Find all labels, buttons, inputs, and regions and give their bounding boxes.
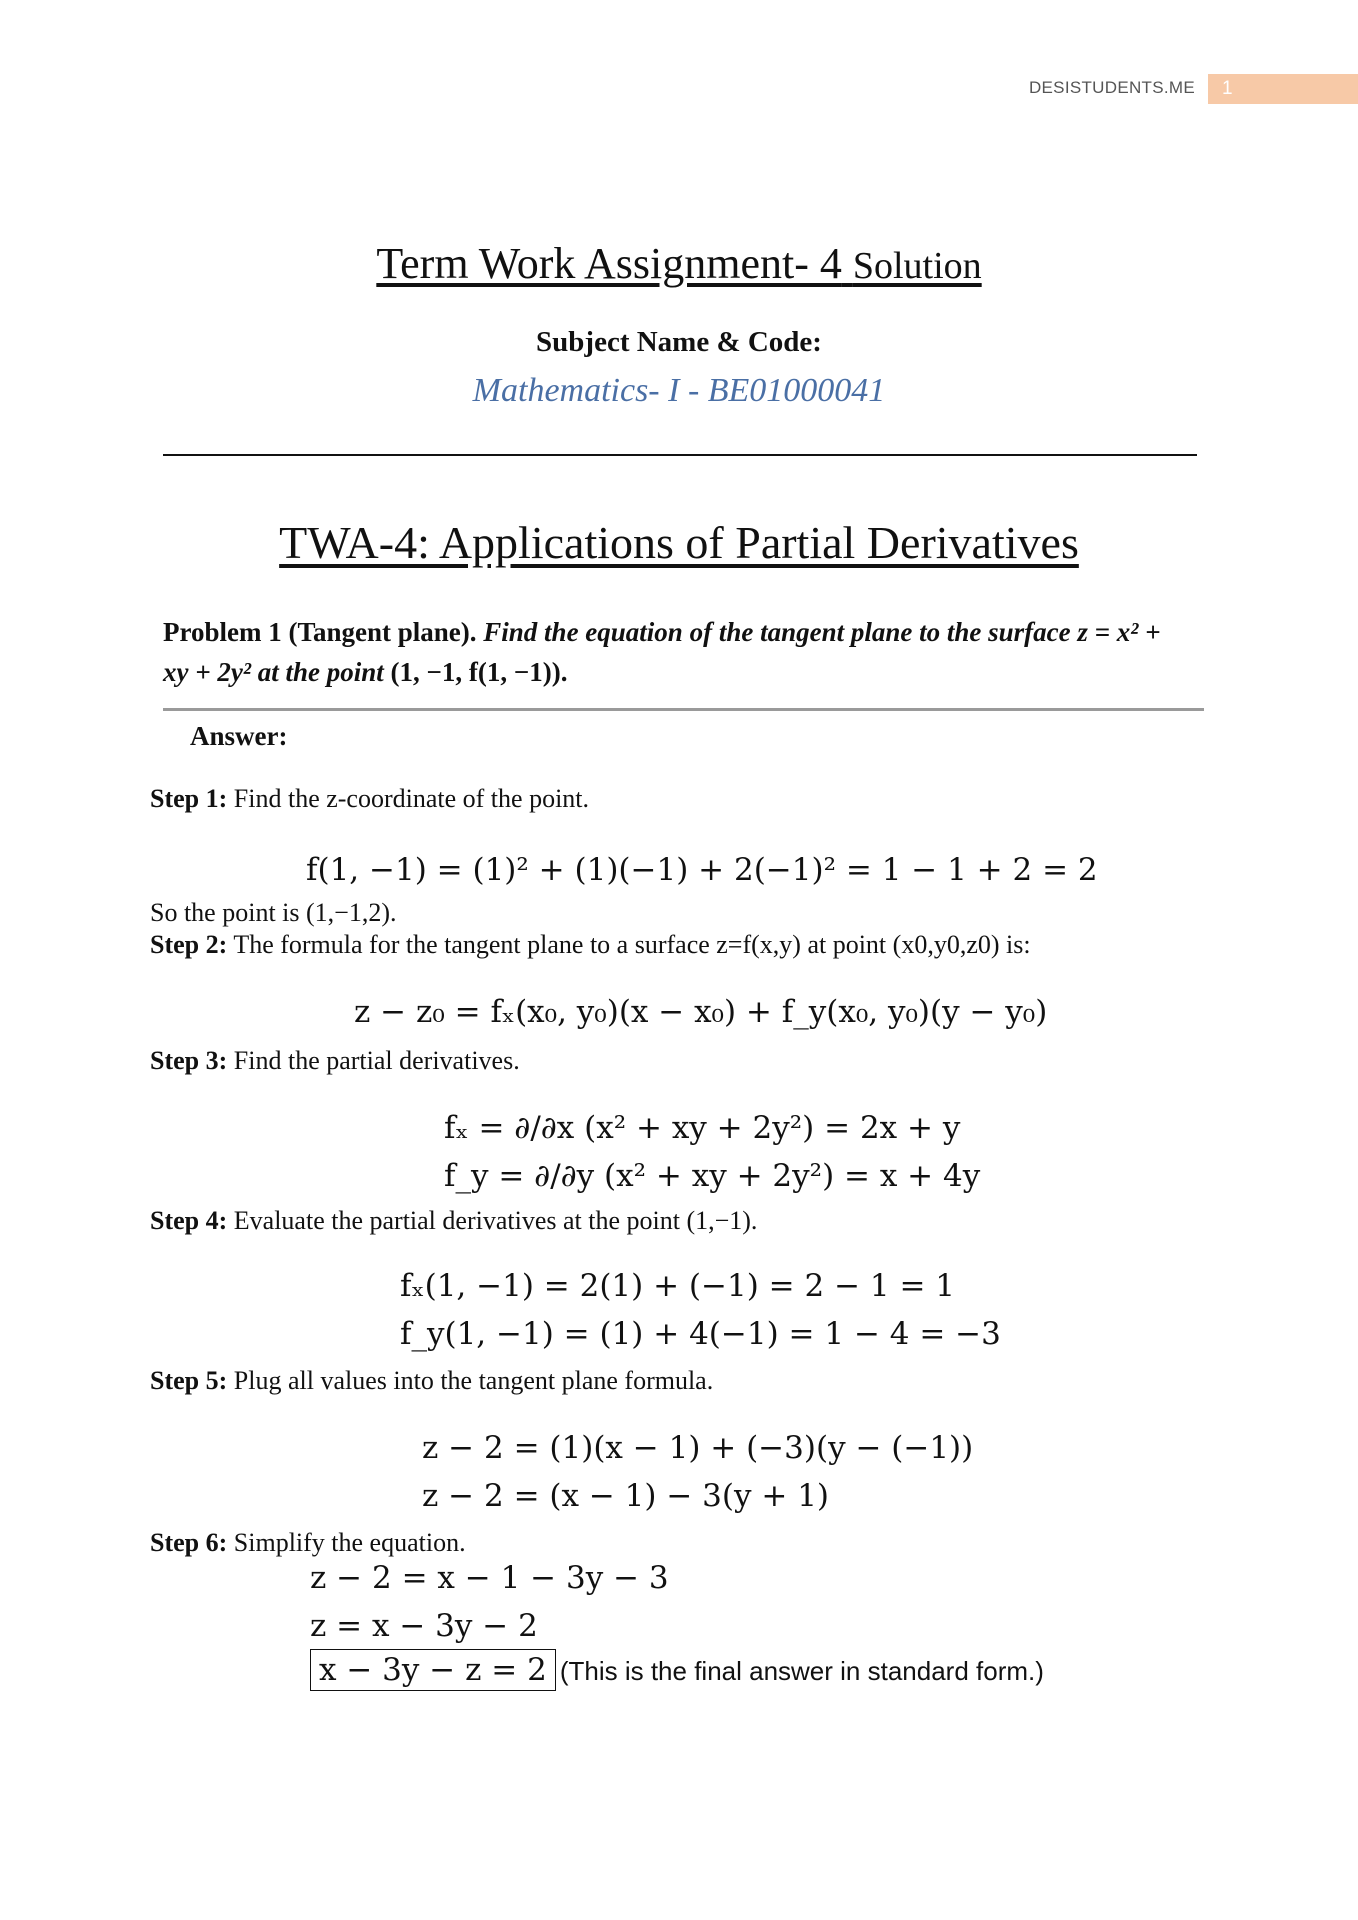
page-number: 1 [1222,78,1233,99]
step-text: Simplify the equation. [233,1528,466,1557]
course-name: Mathematics- I - BE01000041 [472,372,886,409]
site-header: DESISTUDENTS.ME [1028,78,1195,97]
subject-label: Subject Name & Code: [536,326,822,358]
step-label: Step 3: [150,1046,228,1075]
problem-statement [163,612,1163,692]
step-5 [150,1366,713,1396]
equation-3a: fₓ = ∂/∂x (x² + xy + 2y²) = 2x + y [444,1110,961,1146]
section-title: TWA-4: Applications of Partial Derivatives [279,517,1079,568]
final-note: (This is the final answer in standard form.) [559,1656,1044,1686]
step-text: Evaluate the partial derivatives at the point (1,−1). [233,1206,758,1235]
step-label: Step 6: [150,1528,228,1557]
equation-2: z − z₀ = fₓ(x₀, y₀)(x − x₀) + f_y(x₀, y₀)(y − y₀) [354,994,1048,1030]
step-4 [150,1206,757,1236]
step-text: Plug all values into the tangent plane formula. [233,1366,714,1395]
final-answer: x − 3y − z = 2 [310,1649,556,1691]
point-result: So the point is (1,−1,2). [150,898,397,927]
equation-4a: fₓ(1, −1) = 2(1) + (−1) = 2 − 1 = 1 [400,1268,956,1304]
problem-equation: z = x² + xy + 2y² [163,617,1161,687]
step-label: Step 1: [150,784,228,813]
title-suffix: Solution [852,245,982,287]
step-text: The formula for the tangent plane to a surface z=f(x,y) at point (x0,y0,z0) is: [233,930,1031,959]
step-label: Step 4: [150,1206,228,1235]
step-1 [150,784,589,814]
answer-label: Answer: [190,721,288,751]
final-answer-row [310,1652,1044,1688]
step-text: Find the z-coordinate of the point. [233,784,590,813]
equation-4b: f_y(1, −1) = (1) + 4(−1) = 1 − 4 = −3 [400,1316,1001,1352]
equation-5b: z − 2 = (x − 1) − 3(y + 1) [422,1478,830,1514]
step-text: Find the partial derivatives. [233,1046,520,1075]
problem-label: Problem 1 (Tangent plane). [163,617,477,647]
problem-at: at the point [257,657,384,687]
problem-text: Find the equation of the tangent plane to the surface [483,617,1071,647]
problem-divider [163,708,1204,711]
title-main: Term Work Assignment- 4 [376,239,842,288]
divider [163,454,1197,456]
problem-point: (1, −1, f(1, −1)). [390,657,568,687]
page-title [0,238,1358,289]
step-label: Step 5: [150,1366,228,1395]
step-6 [150,1528,466,1558]
equation-6a: z − 2 = x − 1 − 3y − 3 [310,1560,669,1596]
equation-3b: f_y = ∂/∂y (x² + xy + 2y²) = x + 4y [444,1158,981,1194]
step-2 [150,930,1031,960]
equation-5a: z − 2 = (1)(x − 1) + (−3)(y − (−1)) [422,1430,974,1466]
equation-6b: z = x − 3y − 2 [310,1608,538,1644]
step-label: Step 2: [150,930,228,959]
equation-1: f(1, −1) = (1)² + (1)(−1) + 2(−1)² = 1 − 1 + 2 = 2 [306,852,1098,888]
step-3 [150,1046,520,1076]
